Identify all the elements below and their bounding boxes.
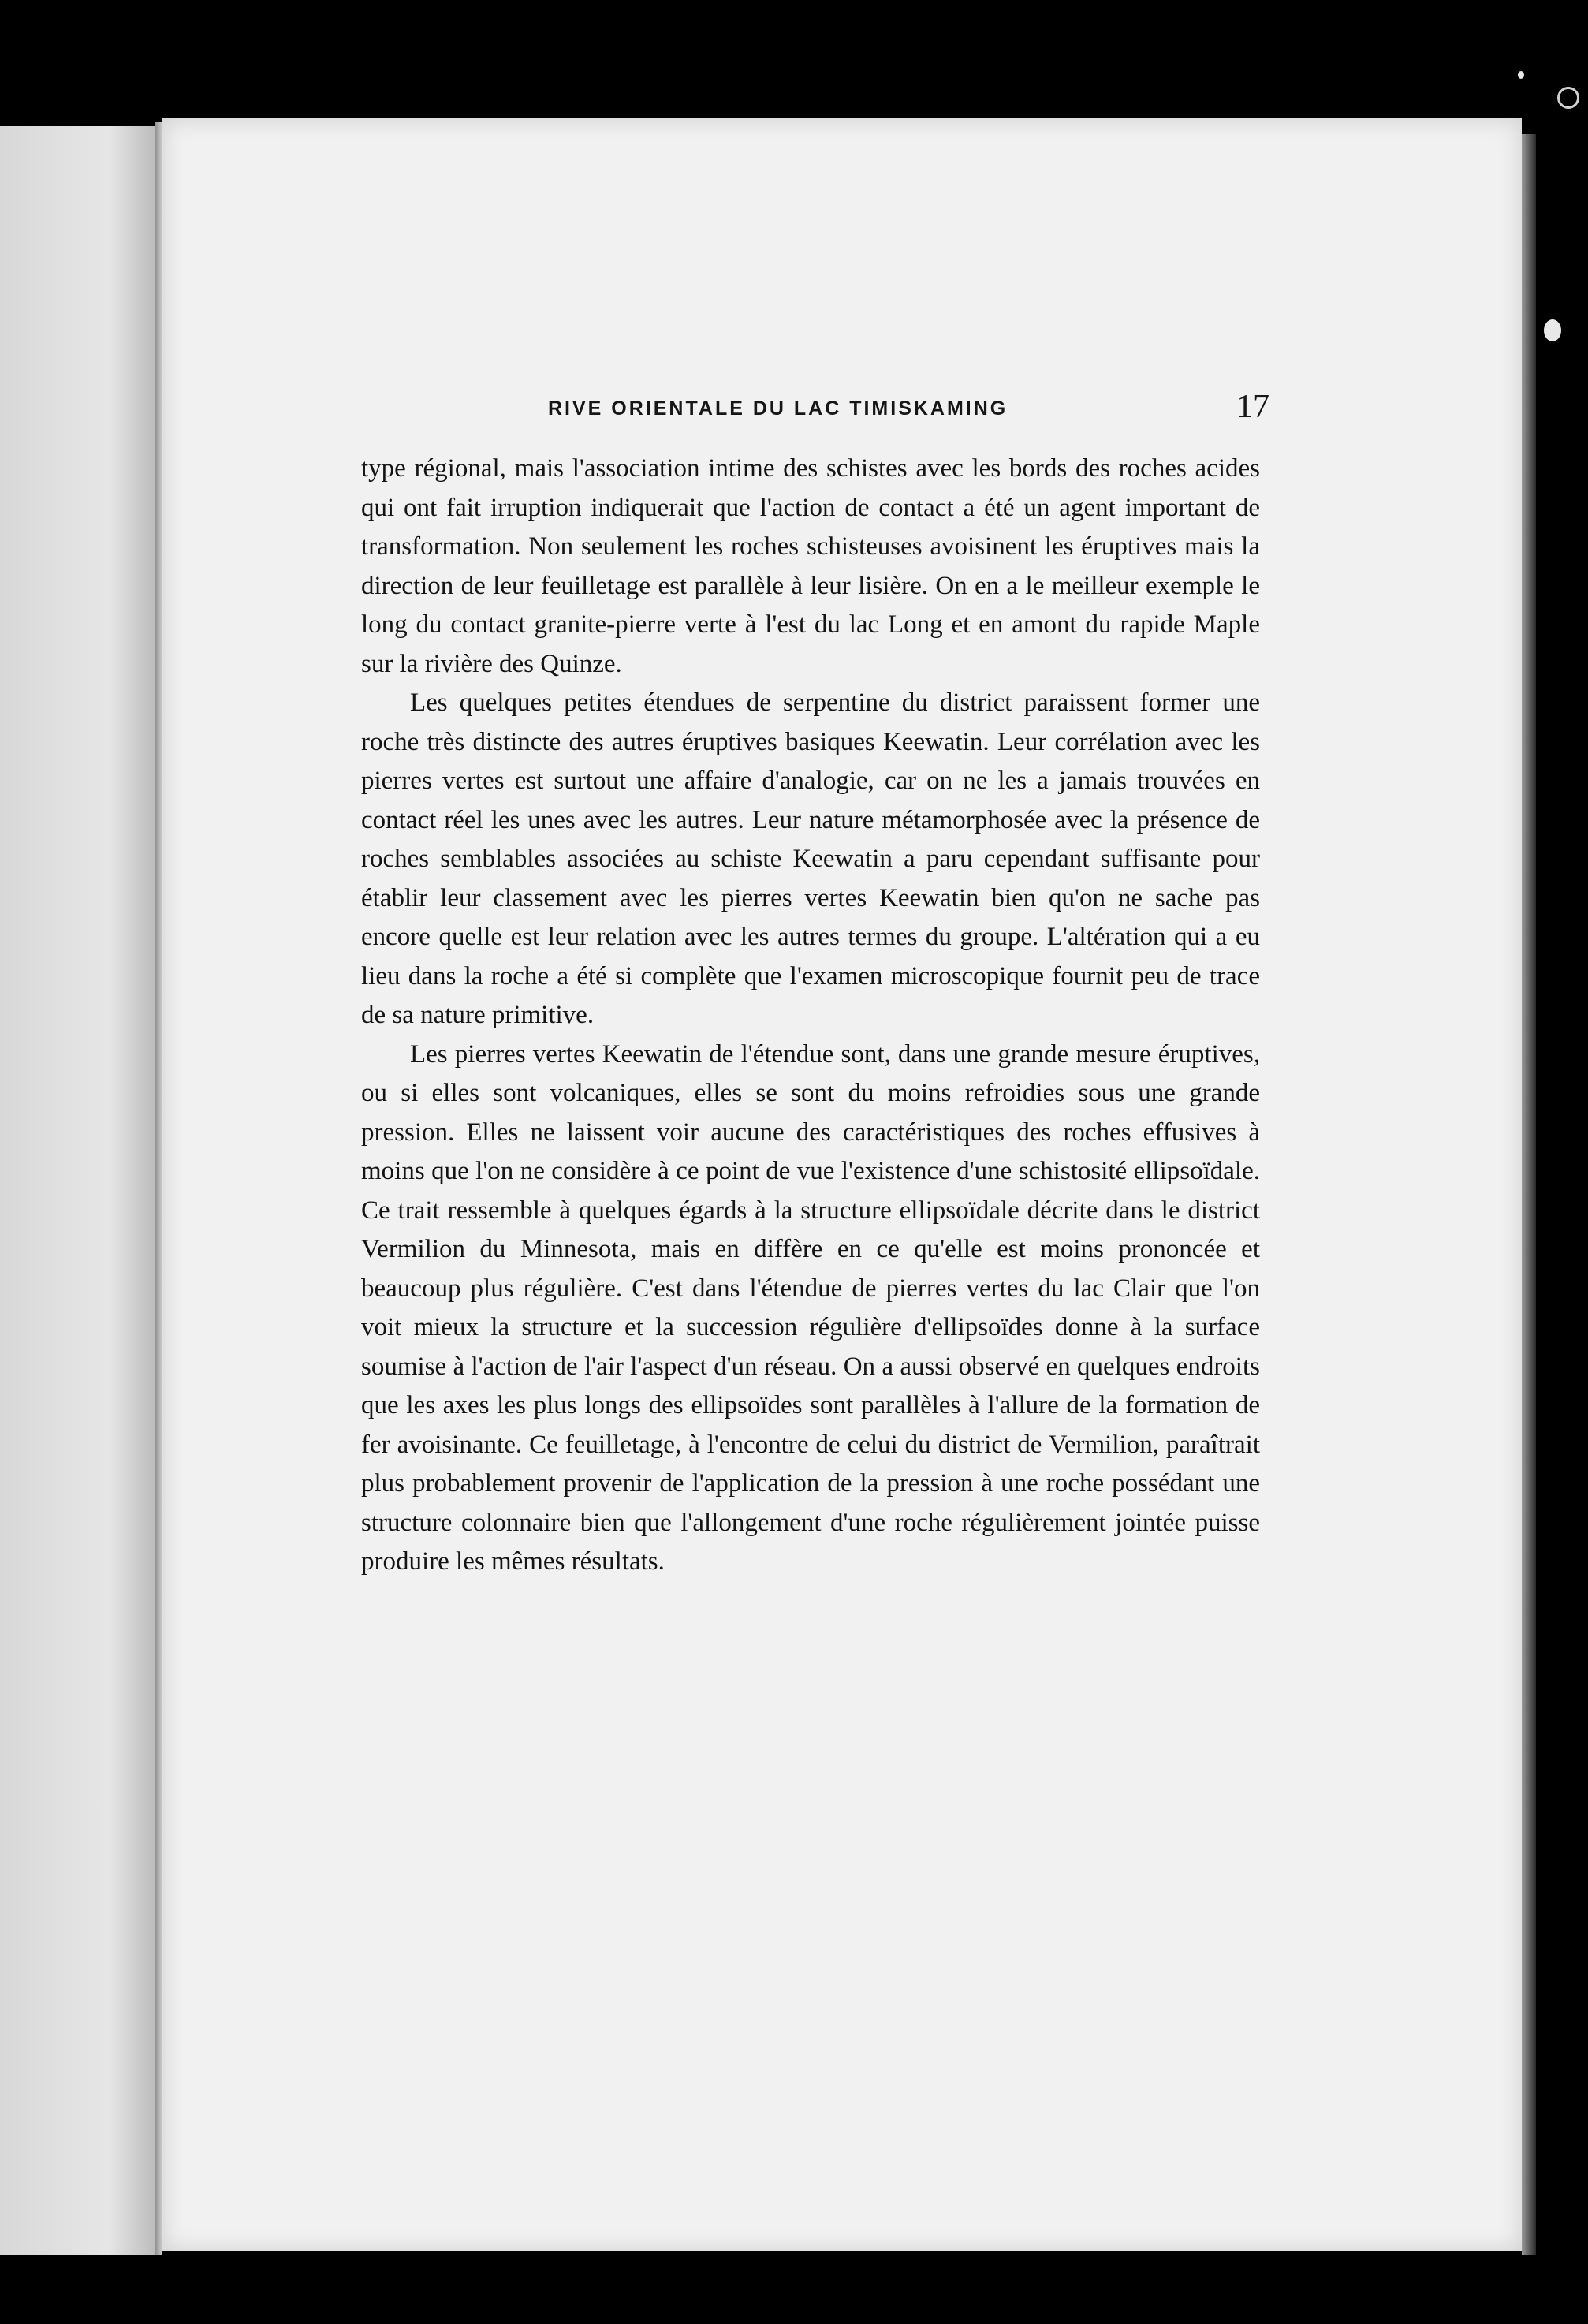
page-edge-shadow: [1522, 134, 1536, 2255]
body-text: [361, 450, 1260, 1582]
book-gutter: [155, 122, 162, 2255]
paragraph: Les pierres vertes Keewatin de l'étendue sont, dans une grande mesure éruptives, ou si elles sont volcaniques, elles se sont du moins refroidies sous une grande pression. Elles ne laissent voir aucune des caractéristiques des roches effusives à moins que l'on ne considère à ce point de vue l'existence d'une schistosité ellipsoïdale. Ce trait ressemble à quelques égards à la structure ellipsoïdale décrite dans le district Vermilion du Minnesota, mais en diffère en ce qu'elle est moins prononcée et beaucoup plus régulière. C'est dans l'étendue de pierres vertes du lac Clair que l'on voit mieux la structure et la succession régulière d'ellipsoïdes donne à la surface soumise à l'action de l'air l'aspect d'un réseau. On a aussi observé en quelques endroits que les axes les plus longs des ellipsoïdes sont parallèles à l'allure de la formation de fer avoisinante. Ce feuilletage, à l'encontre de celui du district de Vermilion, paraîtrait plus probablement provenir de l'application de la pression à une roche possédant une structure colonnaire bien que l'allongement d'une roche régulièrement jointée puisse produire les mêmes résultats.: [361, 1039, 1260, 1576]
running-head: [382, 388, 1269, 427]
paragraph: Les quelques petites étendues de serpentine du district paraissent former une roche très distincte des autres éruptives basiques Keewatin. Leur corrélation avec les pierres vertes est surtout une affaire d'analogie, car on ne les a jamais trouvées en contact réel les unes avec les autres. Leur nature métamorphosée avec la présence de roches semblables associées au schiste Keewatin a paru cependant suffisante pour établir leur classement avec les pierres vertes Keewatin bien qu'on ne sache pas encore quelle est leur relation avec les autres termes du groupe. L'altération qui a eu lieu dans la roche a été si complète que l'examen microscopique fournit peu de trace de sa nature primitive.: [361, 688, 1260, 1029]
facing-page-edge: [0, 126, 155, 2255]
page-number: 17: [1236, 389, 1269, 425]
scan-speck: [1544, 319, 1561, 341]
paragraph: type régional, mais l'association intime des schistes avec les bords des roches acides qui ont fait irruption indiquerait que l'action de contact a été un agent important de transformation. Non seulement les roches schisteuses avoisinent les éruptives mais la direction de leur feuilletage est parallèle à leur lisière. On en a le meilleur exemple le long du contact granite-pierre verte à l'est du lac Long et en amont du rapide Maple sur la rivière des Quinze.: [361, 454, 1260, 678]
scan-speck: [1557, 87, 1579, 109]
running-head-title: RIVE ORIENTALE DU LAC TIMISKAMING: [548, 397, 1008, 420]
scan-speck: [1518, 71, 1524, 79]
